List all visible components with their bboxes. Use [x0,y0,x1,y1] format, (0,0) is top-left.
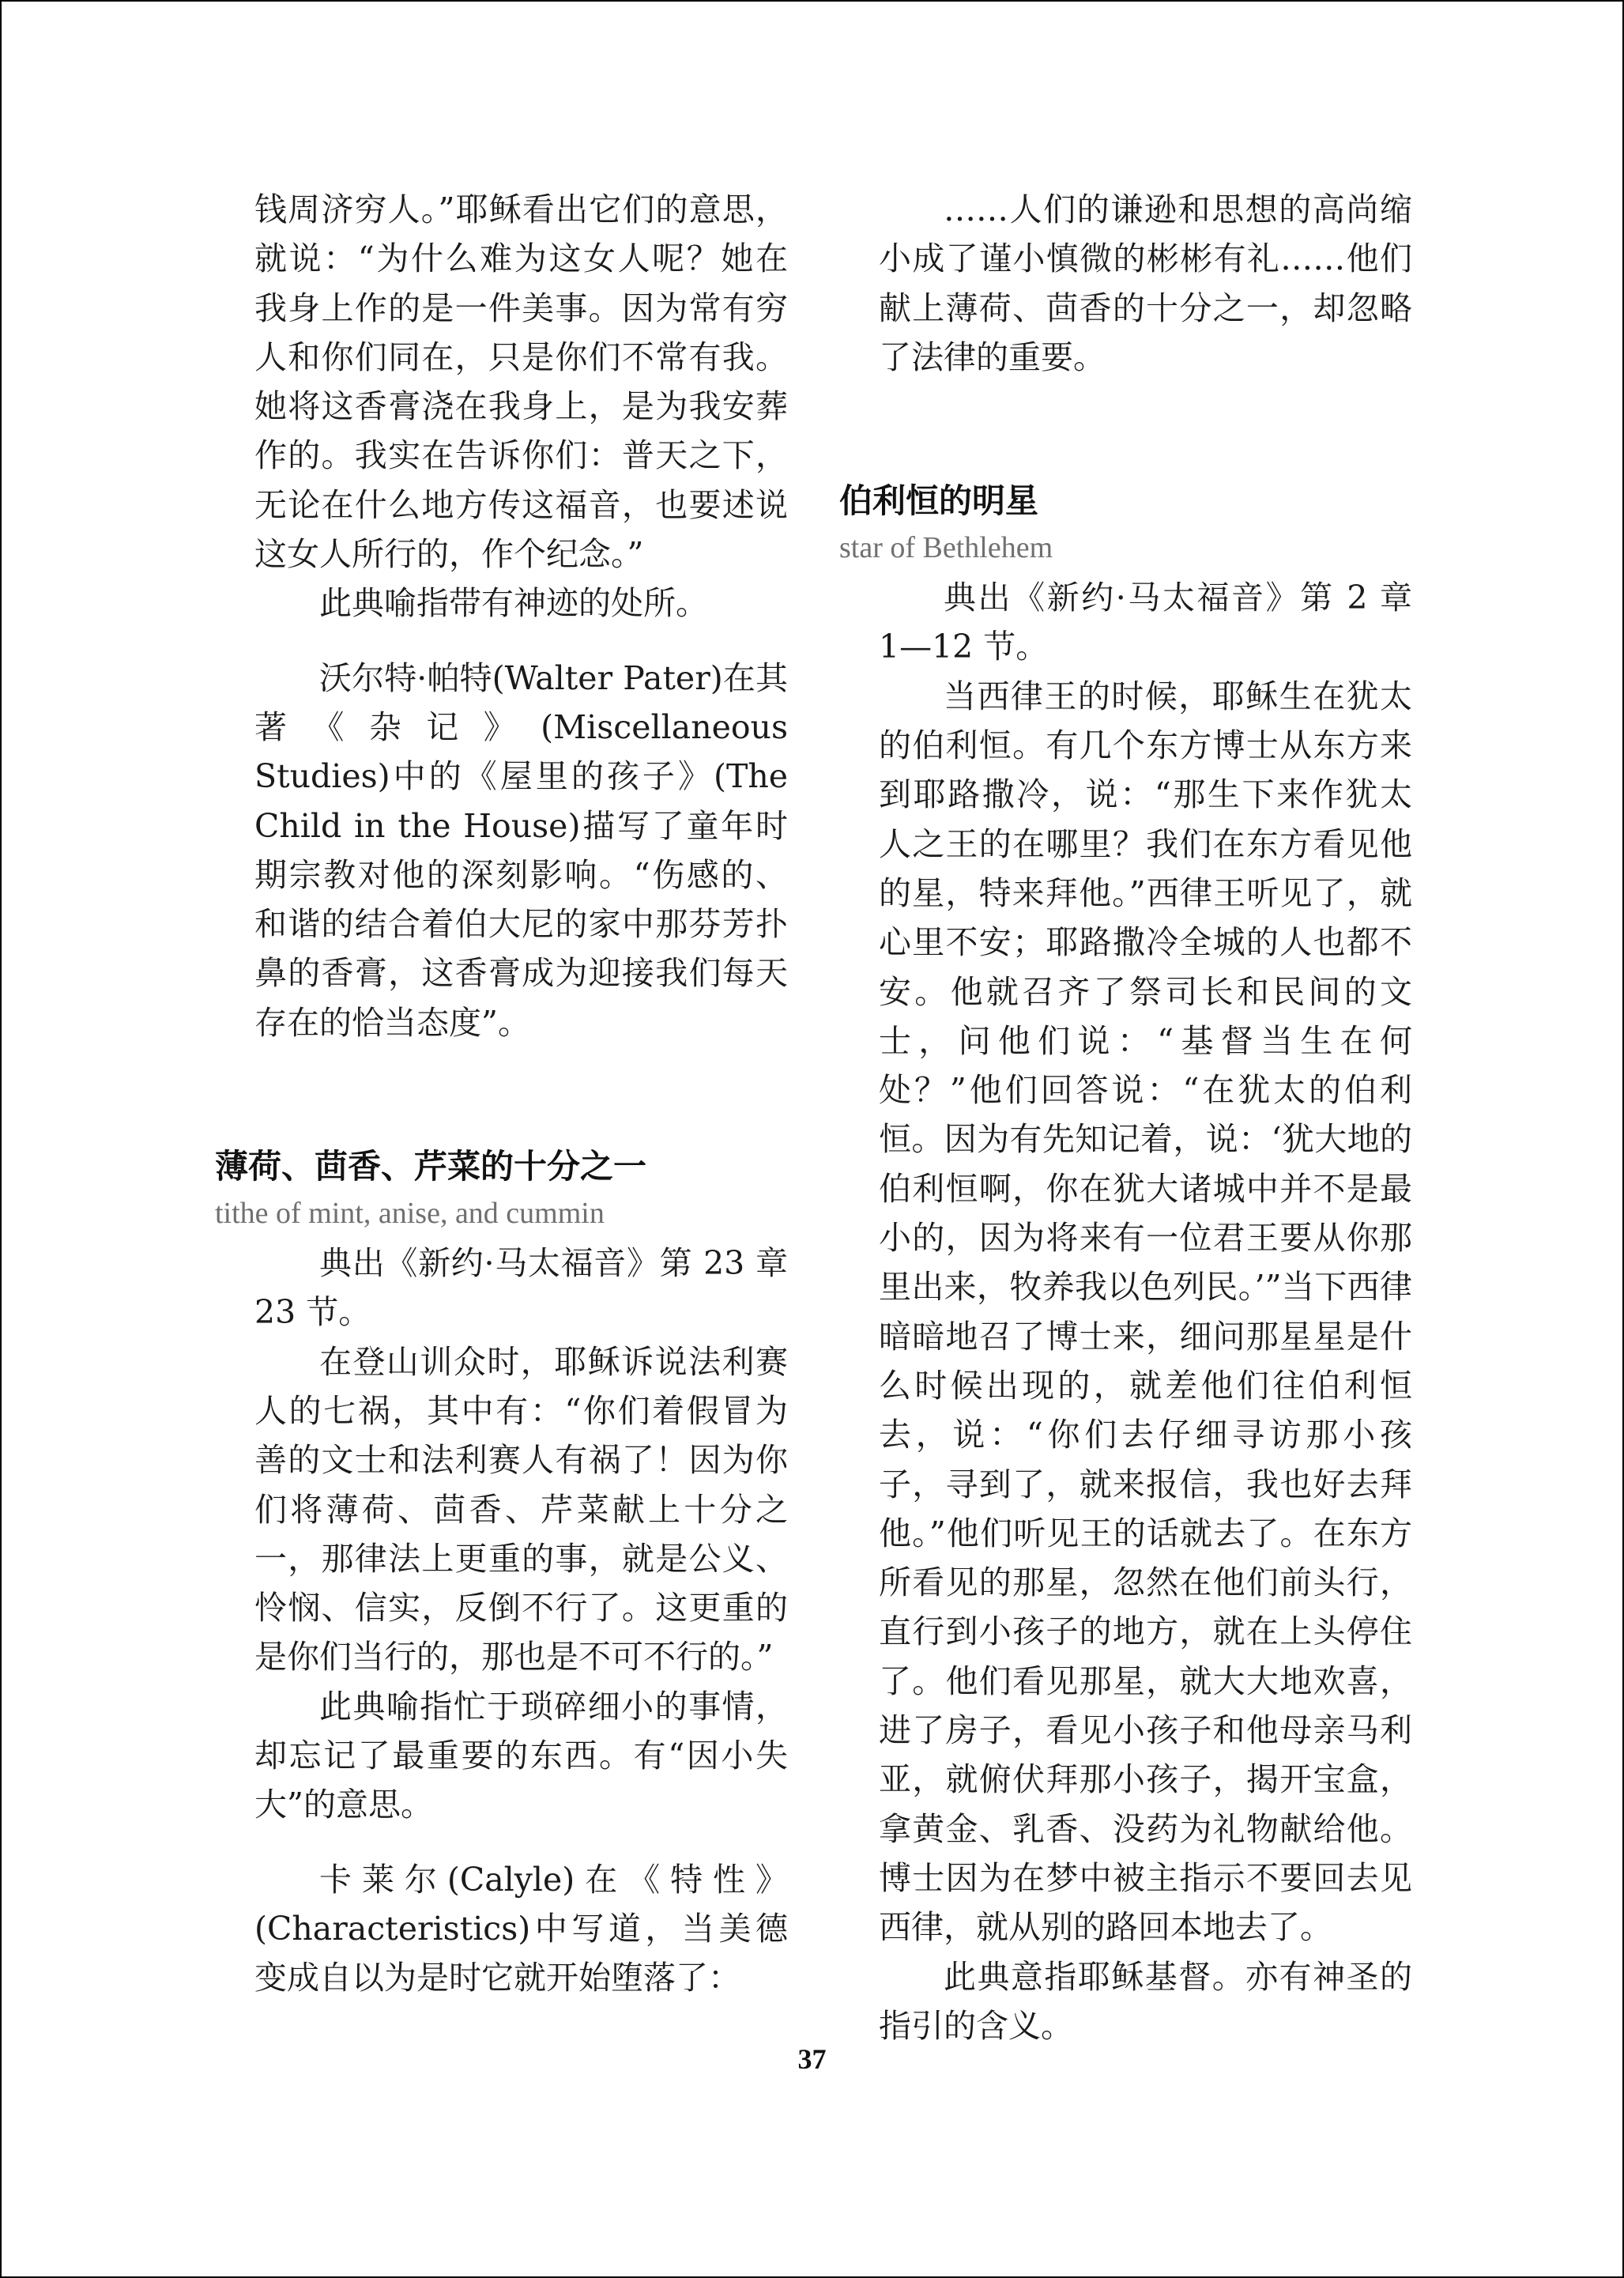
entry-usage-tithe: 卡莱尔(Calyle)在《特性》(Characteristics)中写道，当美德变成自以为是时它就开始堕落了： [254,1860,788,1997]
allusion-meaning: 此典喻指带有神迹的处所。 [319,584,708,623]
entry-story-tithe: 在登山训众时，耶稣诉说法利赛人的七祸，其中有：“你们着假冒为善的文士和法利赛人有祸了！因为你们将薄荷、茴香、芹菜献上十分之一，那律法上更重的事，就是公义、怜悯、信实，反倒不行了。这更重的是你们当行的，那也是不可不行的。” [254,1342,788,1676]
block-quote: ……人们的谦逊和思想的高尚缩小成了谨小慎微的彬彬有礼……他们献上薄荷、茴香的十分之一，却忽略了法律的重要。 [879,190,1412,376]
entry-source-tithe: 典出《新约·马太福音》第 23 章 23 节。 [254,1244,788,1332]
entry-meaning-star: 此典意指耶稣基督。亦有神圣的指引的含义。 [879,1957,1412,2045]
entry-meaning-tithe: 此典喻指忙于琐碎细小的事情，却忘记了最重要的东西。有“因小失大”的意思。 [254,1687,788,1824]
entry-english-tithe: tithe of mint, anise, and cummin [215,1197,605,1231]
continued-paragraph: 钱周济穷人。”耶稣看出它们的意思，就说：“为什么难为这女人呢？她在我身上作的是一件美事。因为常有穷人和你们同在，只是你们不常有我。她将这香膏浇在我身上，是为我安葬作的。我实在告诉你们：普天之下，无论在什么地方传这福音，也要述说这女人所行的，作个纪念。” [254,190,788,574]
left-column [215,185,788,2003]
right-column [839,185,1412,2050]
entry-title-tithe: 薄荷、茴香、芹菜的十分之一 [215,1147,647,1186]
page-number: 37 [797,2043,827,2075]
entry-source-star: 典出《新约·马太福音》第 2 章 1—12 节。 [879,579,1412,666]
entry-english-star: star of Bethlehem [839,531,1053,565]
entry-story-star: 当西律王的时候，耶稣生在犹太的伯利恒。有几个东方博士从东方来到耶路撒冷，说：“那生下来作犹太人之王的在哪里？我们在东方看见他的星，特来拜他。”西律王听见了，就心里不安；耶路撒冷全城的人也都不安。他就召齐了祭司长和民间的文士，问他们说：“基督当生在何处？”他们回答说：“在犹太的伯利恒。因为有先知记着，说：‘犹大地的伯利恒啊，你在犹大诸城中并不是最小的，因为将来有一位君王要从你那里出来，牧养我以色列民。’”当下西律暗暗地召了博士来，细问那星星是什么时候出现的，就差他们往伯利恒去，说：“你们去仔细寻访那小孩子，寻到了，就来报信，我也好去拜他。”他们听见王的话就去了。在东方所看见的那星，忽然在他们前头行，直行到小孩子的地方，就在上头停住了。他们看见那星，就大大地欢喜，进了房子，看见小孩子和他母亲马利亚，就俯伏拜那小孩子，揭开宝盒，拿黄金、乳香、没药为礼物献给他。博士因为在梦中被主指示不要回去见西律，就从别的路回本地去了。 [879,677,1412,1947]
literary-usage-paragraph: 沃尔特·帕特(Walter Pater)在其著《杂记》(Miscellaneous Studies)中的《屋里的孩子》(The Child in the House)描写了童年时期宗教对他的深刻影响。“伤感的、和谐的结合着伯大尼的家中那芬芳扑鼻的香膏，这香膏成为迎接我们每天存在的恰当态度”。 [254,658,788,1042]
entry-title-star: 伯利恒的明星 [839,481,1039,521]
